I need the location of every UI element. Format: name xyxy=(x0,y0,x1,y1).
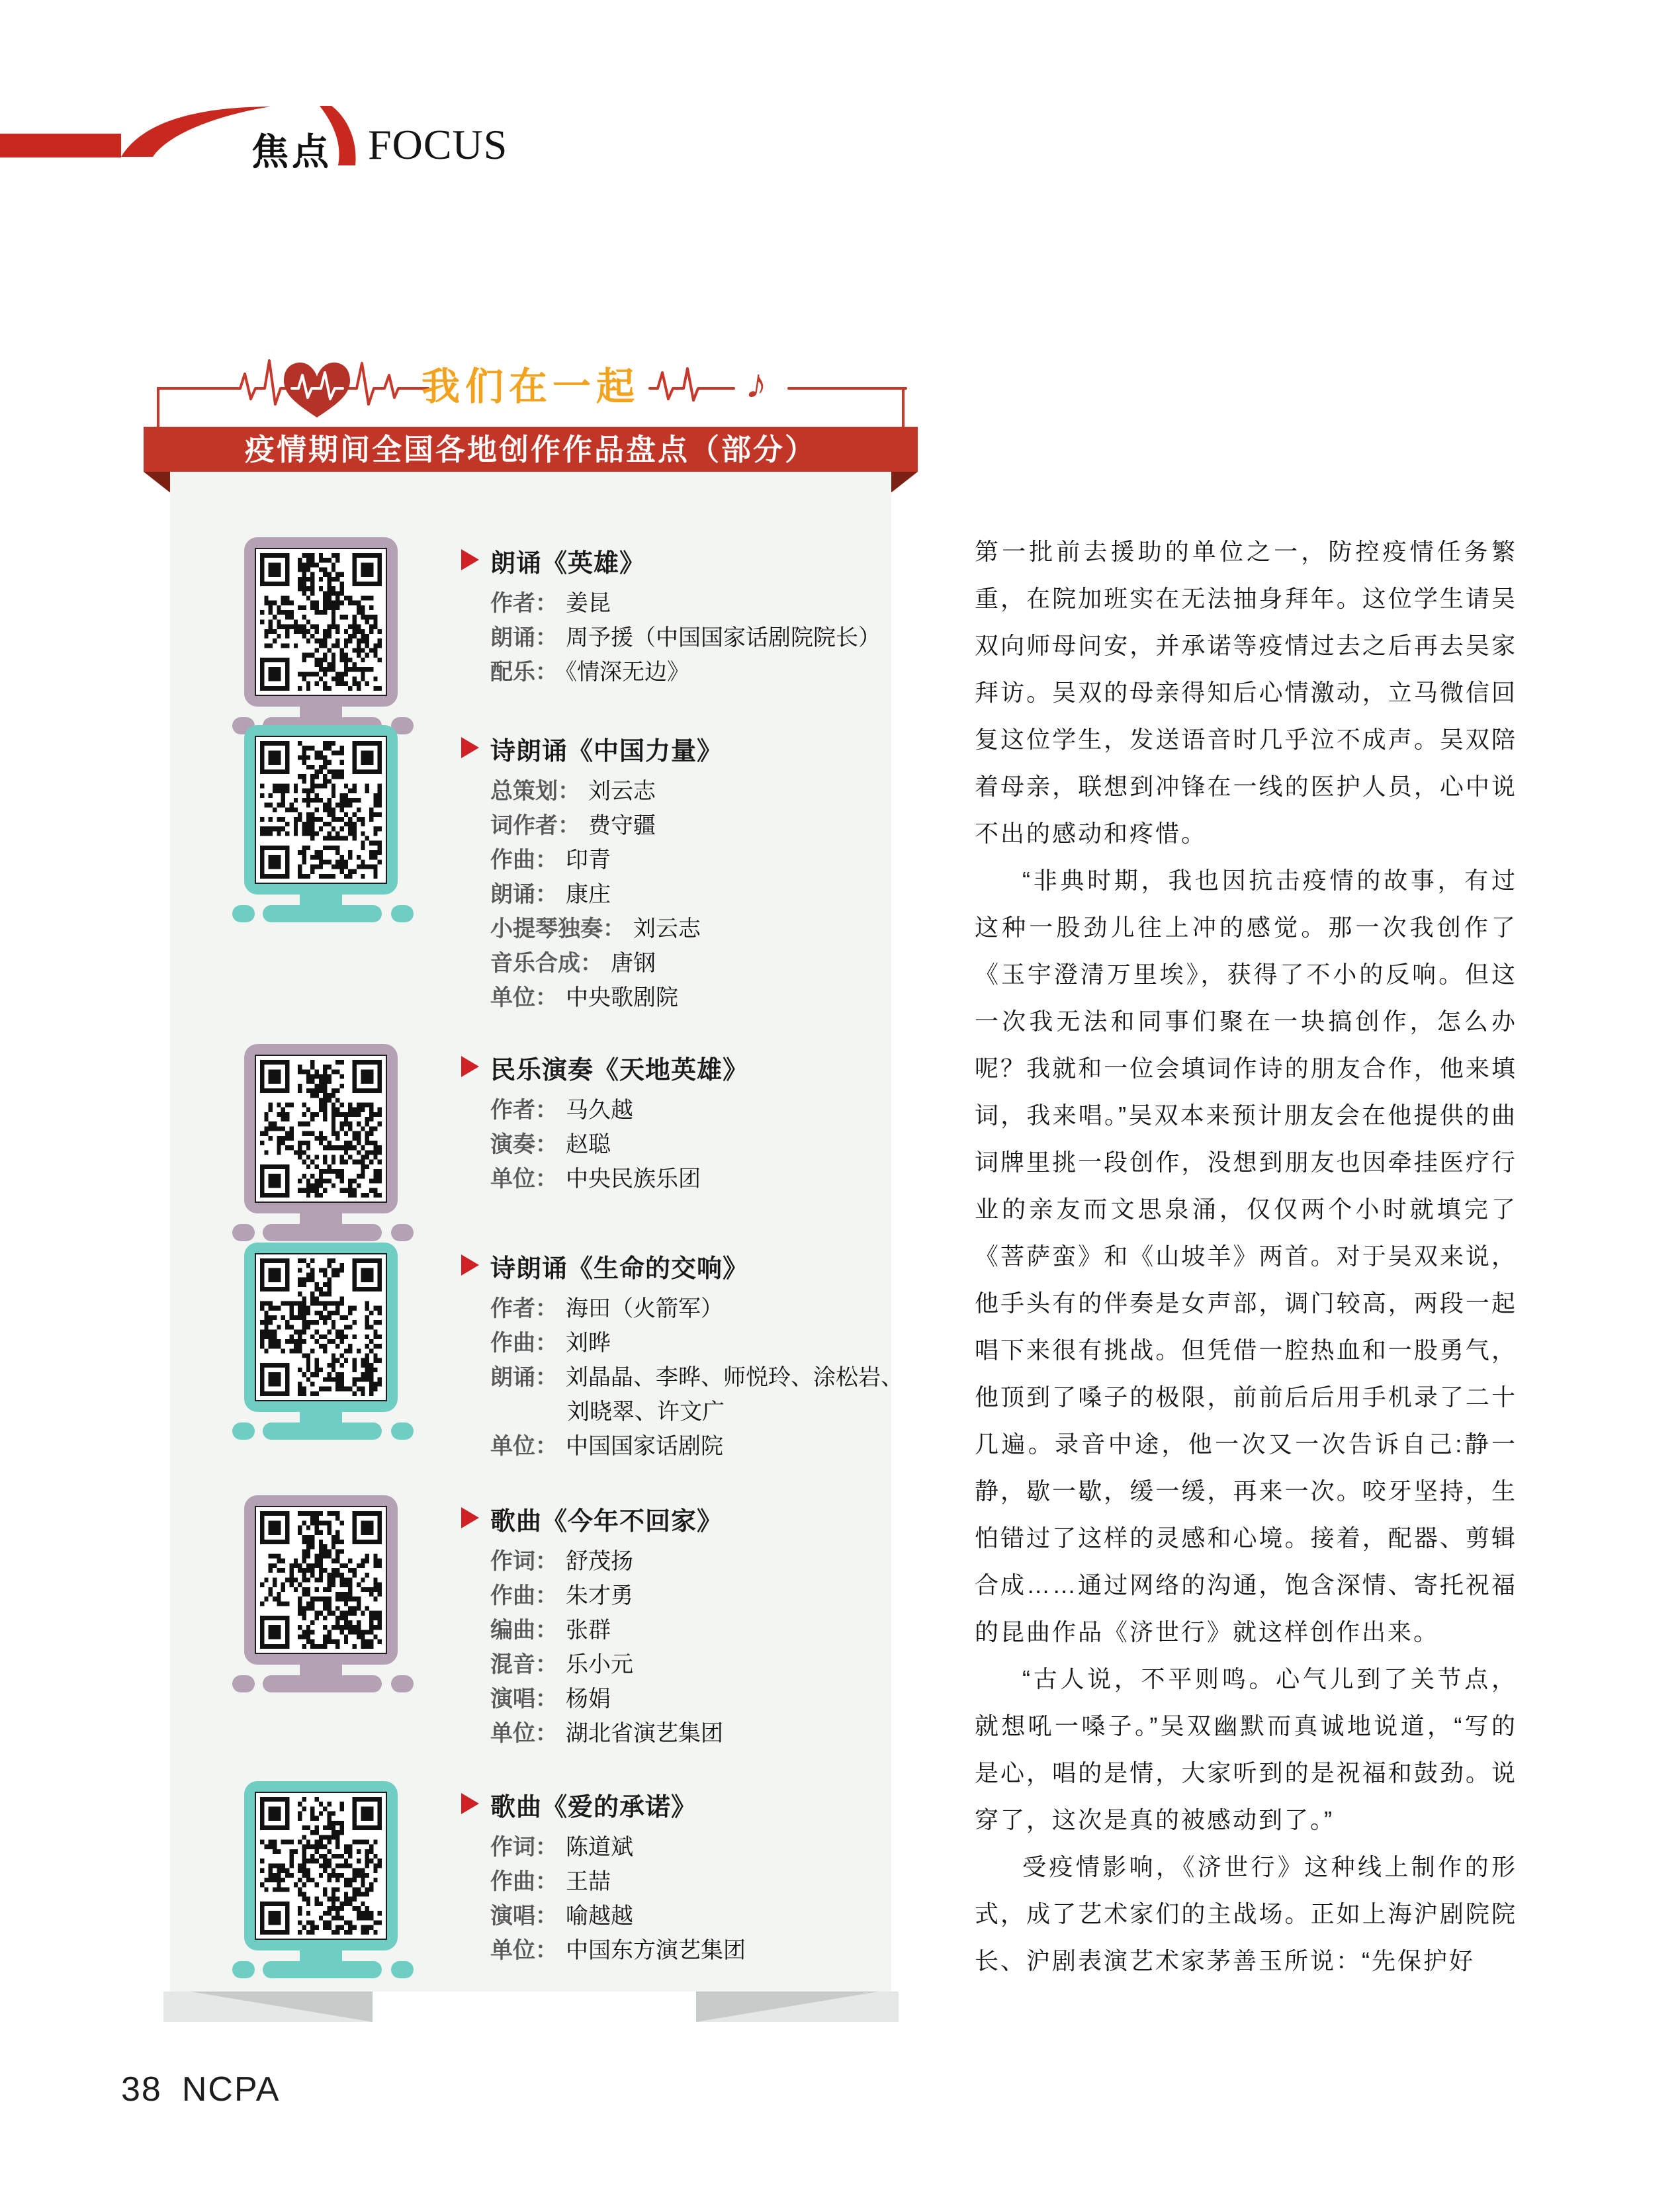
credit-value: 张群 xyxy=(566,1617,611,1643)
credit-value: 马久越 xyxy=(566,1097,633,1123)
article-paragraph: 受疫情影响，《济世行》这种线上制作的形式，成了艺术家们的主战场。正如上海沪剧院院长、沪剧表演艺术家茅善玉所说：“先保护好 xyxy=(975,1853,1517,1974)
article-paragraph: “古人说，不平则鸣。心气儿到了关节点，就想吼一嗓子。”吴双幽默而真诚地说道，“写的是心，唱的是情，大家听到的是祝福和鼓劲。说穿了，这次是真的被感动到了。” xyxy=(975,1665,1517,1833)
laptop-base xyxy=(232,1224,255,1241)
credit-value: 王喆 xyxy=(566,1868,611,1895)
section-title-en: FOCUS xyxy=(368,121,508,168)
footer-brand: NCPA xyxy=(181,2070,281,2109)
banner-tagline: 我们在一起 xyxy=(421,365,640,408)
credit-line xyxy=(490,1933,746,1968)
credit-line xyxy=(490,809,701,843)
ribbon-banner xyxy=(144,427,918,472)
laptop-base xyxy=(232,1422,255,1440)
credit-label: 配乐： xyxy=(490,660,558,685)
credit-label: 作曲： xyxy=(490,1583,558,1608)
credit-label: 作词： xyxy=(490,1835,558,1860)
qr-code xyxy=(255,736,387,884)
credit-label: 单位： xyxy=(490,1434,558,1459)
work-title: 朗诵《英雄》 xyxy=(490,550,646,578)
credit-label: 朗诵： xyxy=(490,1365,558,1390)
laptop-screen xyxy=(244,1243,398,1412)
bullet-arrow-icon xyxy=(461,1507,479,1528)
laptop-screen xyxy=(244,1781,398,1950)
credit-value: 费守疆 xyxy=(588,812,656,839)
laptop-base xyxy=(263,905,382,922)
bullet-arrow-icon xyxy=(461,1056,479,1077)
laptop-icon xyxy=(244,1044,398,1243)
credit-line xyxy=(490,1162,701,1196)
credit-value: 湖北省演艺集团 xyxy=(566,1720,723,1747)
credit-value: 姜昆 xyxy=(566,590,611,617)
page-number: 38 xyxy=(121,2070,162,2109)
credit-value: 朱才勇 xyxy=(566,1583,633,1609)
credit-label: 单位： xyxy=(490,985,558,1010)
credit-value: 刘晶晶、李晔、师悦玲、涂松岩、 xyxy=(566,1364,903,1391)
laptop-screen xyxy=(244,725,398,895)
heart-icon xyxy=(284,363,350,417)
credit-value: 喻越越 xyxy=(566,1903,633,1929)
credit-line xyxy=(490,1093,701,1127)
credit-line xyxy=(490,981,701,1015)
credit-value: 赵聪 xyxy=(566,1131,611,1158)
focus-logo-arc-icon xyxy=(120,105,371,171)
qr-code xyxy=(255,1506,387,1654)
credit-value: 《情深无边》 xyxy=(566,659,689,685)
work-credits xyxy=(490,1830,746,1968)
laptop-icon xyxy=(244,725,398,924)
credit-line xyxy=(490,1544,723,1579)
credit-label: 作曲： xyxy=(490,848,558,873)
credit-label: 单位： xyxy=(490,1166,558,1192)
ribbon-fold-left xyxy=(144,472,171,494)
credit-line xyxy=(490,1716,723,1751)
credit-value: 康庄 xyxy=(566,881,611,908)
credit-value: 海田（火箭军） xyxy=(566,1295,723,1322)
credit-value: 唐钢 xyxy=(611,950,656,977)
credit-label: 作曲： xyxy=(490,1331,558,1356)
laptop-icon xyxy=(244,1781,398,1980)
credit-value: 乐小元 xyxy=(566,1651,633,1678)
credit-line xyxy=(490,655,881,689)
works-panel xyxy=(170,472,903,1991)
credit-line xyxy=(490,774,701,809)
laptop-base xyxy=(391,905,414,922)
credit-line xyxy=(490,1682,723,1716)
work-credits xyxy=(490,1093,701,1196)
article-column xyxy=(975,528,1517,1984)
credit-label: 词作者： xyxy=(490,813,580,838)
laptop-screen xyxy=(244,537,398,707)
credit-line xyxy=(490,1127,701,1162)
credit-label: 混音： xyxy=(490,1652,558,1677)
credit-value: 陈道斌 xyxy=(566,1834,633,1860)
credit-line xyxy=(490,1647,723,1682)
qr-code xyxy=(255,1055,387,1203)
laptop-base xyxy=(300,1663,342,1675)
work-credits xyxy=(490,1544,723,1751)
credit-line xyxy=(490,1395,903,1429)
credit-label: 演奏： xyxy=(490,1132,558,1157)
qr-code xyxy=(255,1253,387,1401)
page-footer xyxy=(121,2070,280,2109)
credit-label: 朗诵： xyxy=(490,882,558,907)
credit-line xyxy=(490,843,701,877)
credit-value: 中央民族乐团 xyxy=(566,1166,701,1192)
laptop-base xyxy=(232,1961,255,1978)
credit-label: 作曲： xyxy=(490,1869,558,1894)
section-title-cn: 焦点 xyxy=(251,131,332,173)
credit-label: 演唱： xyxy=(490,1686,558,1712)
credit-line xyxy=(490,1613,723,1647)
credit-line xyxy=(490,946,701,981)
credit-line xyxy=(490,877,701,912)
laptop-base xyxy=(232,1675,255,1692)
credit-value: 舒茂扬 xyxy=(566,1548,633,1575)
credit-line xyxy=(490,586,881,621)
header-red-bar xyxy=(0,134,121,157)
laptop-base xyxy=(232,905,255,922)
banner-border-right xyxy=(902,388,905,428)
credit-label: 朗诵： xyxy=(490,625,558,650)
bullet-arrow-icon xyxy=(461,737,479,758)
music-note-icon: ♪ xyxy=(743,359,771,409)
laptop-base xyxy=(391,1675,414,1692)
credit-label: 单位： xyxy=(490,1721,558,1746)
article-paragraph: 第一批前去援助的单位之一，防控疫情任务繁重，在院加班实在无法抽身拜年。这位学生请吴双向师母问安，并承诺等疫情过去之后再去吴家拜访。吴双的母亲得知后心情激动，立马微信回复这位学生，发送语音时几乎泣不成声。吴双陪着母亲，联想到冲锋在一线的医护人员，心中说不出的感动和疼惜。 xyxy=(975,538,1517,847)
credit-line xyxy=(490,1291,903,1326)
laptop-base xyxy=(391,1961,414,1978)
credit-line xyxy=(490,1429,903,1464)
laptop-base xyxy=(300,1212,342,1224)
work-title: 民乐演奏《天地英雄》 xyxy=(490,1057,749,1084)
laptop-base xyxy=(300,1949,342,1961)
credit-label: 作者： xyxy=(490,1296,558,1321)
article-paragraph: “非典时期，我也因抗击疫情的故事，有过这种一股劲儿往上冲的感觉。那一次我创作了《玉宇澄清万里埃》，获得了不小的反响。但这一次我无法和同事们聚在一块搞创作，怎么办呢？我就和一位会填词作诗的朋友合作，他来填词，我来唱。”吴双本来预计朋友会在他提供的曲词牌里挑一段创作，没想到朋友也因牵挂医疗行业的亲友而文思泉涌，仅仅两个小时就填完了《菩萨蛮》和《山坡羊》两首。对于吴双来说，他手头有的伴奏是女声部，调门较高，两段一起唱下来很有挑战。但凭借一腔热血和一股勇气，他顶到了嗓子的极限，前前后后用手机录了二十几遍。录音中途，他一次又一次告诉自己:静一静，歇一歇，缓一缓，再来一次。咬牙坚持，生怕错过了这样的灵感和心境。接着，配器、剪辑合成……通过网络的沟通，饱含深情、寄托祝福的昆曲作品《济世行》就这样创作出来。 xyxy=(975,867,1517,1645)
laptop-base xyxy=(300,705,342,717)
work-title: 诗朗诵《中国力量》 xyxy=(490,738,723,766)
qr-code xyxy=(255,548,387,696)
credit-label: 演唱： xyxy=(490,1904,558,1929)
credit-line xyxy=(490,1864,746,1899)
laptop-base xyxy=(391,1224,414,1241)
bullet-arrow-icon xyxy=(461,1793,479,1814)
credit-label: 作词： xyxy=(490,1549,558,1574)
credit-label: 单位： xyxy=(490,1938,558,1963)
credit-line xyxy=(490,912,701,946)
credit-line xyxy=(490,621,881,655)
work-credits xyxy=(490,774,701,1015)
credit-value: 刘云志 xyxy=(588,778,656,805)
laptop-base xyxy=(391,1422,414,1440)
work-title: 歌曲《爱的承诺》 xyxy=(490,1794,697,1821)
laptop-base xyxy=(263,1675,382,1692)
laptop-base xyxy=(300,893,342,905)
credit-value: 周予援（中国国家话剧院院长） xyxy=(566,625,881,651)
credit-value: 杨娟 xyxy=(566,1686,611,1712)
credit-line xyxy=(490,1579,723,1613)
credit-value: 刘晓翠、许文广 xyxy=(567,1399,725,1425)
ribbon-title: 疫情期间全国各地创作作品盘点（部分） xyxy=(244,433,817,466)
credit-label: 编曲： xyxy=(490,1618,558,1643)
credit-value: 中国国家话剧院 xyxy=(566,1433,723,1460)
credit-line xyxy=(490,1360,903,1395)
banner-border-left xyxy=(157,388,159,428)
credit-label: 作者： xyxy=(490,591,558,616)
laptop-base xyxy=(263,1422,382,1440)
credit-label: 总策划： xyxy=(490,779,580,804)
credit-value: 印青 xyxy=(566,847,611,873)
laptop-icon xyxy=(244,1495,398,1694)
ribbon-fold-right xyxy=(890,472,918,494)
credit-line xyxy=(490,1899,746,1933)
credit-line xyxy=(490,1326,903,1360)
laptop-screen xyxy=(244,1495,398,1665)
laptop-base xyxy=(300,1411,342,1422)
laptop-icon xyxy=(244,1243,398,1441)
work-title: 歌曲《今年不回家》 xyxy=(490,1508,723,1536)
bullet-arrow-icon xyxy=(461,1254,479,1276)
work-credits xyxy=(490,586,881,689)
laptop-base xyxy=(263,1961,382,1978)
laptop-base xyxy=(263,1224,382,1241)
credit-value: 中国东方演艺集团 xyxy=(566,1937,746,1964)
credit-label: 作者： xyxy=(490,1098,558,1123)
laptop-icon xyxy=(244,537,398,736)
qr-code xyxy=(255,1792,387,1940)
credit-value: 刘晔 xyxy=(566,1330,611,1356)
bullet-arrow-icon xyxy=(461,549,479,570)
credit-value: 中央歌剧院 xyxy=(566,985,678,1011)
work-credits xyxy=(490,1291,903,1464)
credit-line xyxy=(490,1830,746,1864)
credit-label: 小提琴独奏： xyxy=(490,916,625,941)
credit-label: 音乐合成： xyxy=(490,951,603,976)
work-title: 诗朗诵《生命的交响》 xyxy=(490,1255,749,1283)
credit-value: 刘云志 xyxy=(633,916,701,942)
laptop-screen xyxy=(244,1044,398,1213)
